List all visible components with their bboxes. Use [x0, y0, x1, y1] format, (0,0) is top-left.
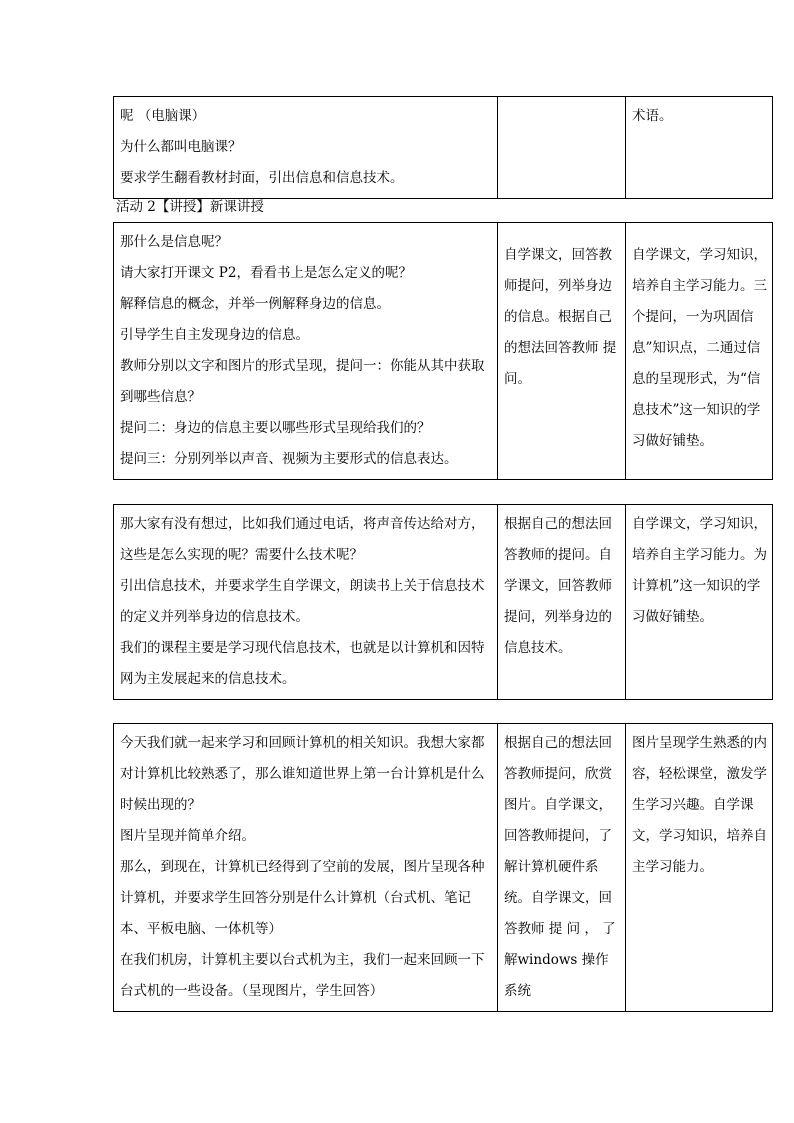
student-activity-cell: 自学课文，回答教师提问，列举身边的信息。根据自己的想法回答教师 提问。	[498, 223, 626, 480]
design-intent-cell: 术语。	[626, 97, 773, 199]
teacher-activity-cell	[114, 223, 498, 480]
design-intent-cell: 自学课文，学习知识，培养自主学习能力。为计算机”这一知识的学习做好铺垫。	[626, 505, 773, 700]
text-line: 引导学生自主发现身边的信息。	[120, 327, 309, 343]
teacher-activity-cell	[114, 724, 498, 1012]
student-activity-cell: 根据自己的想法回答教师的提问。自学课文，回答教师提问，列举身边的信息技术。	[498, 505, 626, 700]
text-line: 引出信息技术，并要求学生自学课文，朗读书上关于信息技术的定义并列举身边的信息技术。	[120, 578, 485, 625]
table-row	[114, 97, 773, 199]
text-line: 呢 （电脑课）	[120, 108, 206, 124]
text-line: 那什么是信息呢？	[120, 234, 228, 250]
student-activity-cell: 根据自己的想法回答教师提问，欣赏图片。自学课文，回答教师提问，了解计算机硬件系统。自学课文，回答教师 提 问 ， 了 解windows 操作系统	[498, 724, 626, 1012]
text-line: 提问三：分别列举以声音、视频为主要形式的信息表达。	[120, 451, 458, 467]
text-line: 今天我们就一起来学习和回顾计算机的相关知识。我想大家都对计算机比较熟悉了，那么谁知道世界上第一台计算机是什么时候出现的？	[120, 735, 485, 813]
text-line: 图片呈现并简单介绍。	[120, 828, 255, 844]
text-line: 那大家有没有想过，比如我们通过电话，将声音传达给对方，这些是怎么实现的呢？需要什么技术呢？	[120, 516, 485, 563]
lesson-table-4	[113, 723, 773, 1012]
teacher-activity-cell	[114, 505, 498, 700]
text-line: 那么，到现在，计算机已经得到了空前的发展，图片呈现各种计算机，并要求学生回答分别是什么计算机（台式机、笔记本、平板电脑、一体机等）	[120, 859, 485, 937]
lesson-table-3	[113, 504, 773, 700]
design-intent-cell: 自学课文，学习知识，培养自主学习能力。三个提问，一为巩固信息”知识点，二通过信息的呈现形式，为“信息技术”这一知识的学习做好铺垫。	[626, 223, 773, 480]
text-line: 为什么都叫电脑课？	[120, 139, 242, 155]
student-activity-cell	[498, 97, 626, 199]
table-row	[114, 724, 773, 1012]
table-row	[114, 505, 773, 700]
text-line: 在我们机房，计算机主要以台式机为主，我们一起来回顾一下台式机的一些设备。（呈现图片，学生回答）	[120, 952, 485, 999]
text-line: 要求学生翻看教材封面，引出信息和信息技术。	[120, 170, 404, 186]
teacher-activity-cell	[114, 97, 498, 199]
text-line: 请大家打开课文 P2，看看书上是怎么定义的呢？	[120, 265, 412, 281]
lesson-table-2	[113, 222, 773, 480]
design-intent-cell: 图片呈现学生熟悉的内容，轻松课堂，激发学生学习兴趣。自学课文，学习知识，培养自主学习能力。	[626, 724, 773, 1012]
activity-caption: 活动 2【讲授】新课讲授	[116, 199, 264, 215]
text-line: 提问二：身边的信息主要以哪些形式呈现给我们的？	[120, 420, 431, 436]
text-line: 解释信息的概念，并举一例解释身边的信息。	[120, 296, 390, 312]
table-row	[114, 223, 773, 480]
text-line: 教师分别以文字和图片的形式呈现，提问一：你能从其中获取到哪些信息？	[120, 358, 485, 405]
lesson-table-1	[113, 96, 773, 199]
text-line: 我们的课程主要是学习现代信息技术，也就是以计算机和因特网为主发展起来的信息技术。	[120, 640, 485, 687]
